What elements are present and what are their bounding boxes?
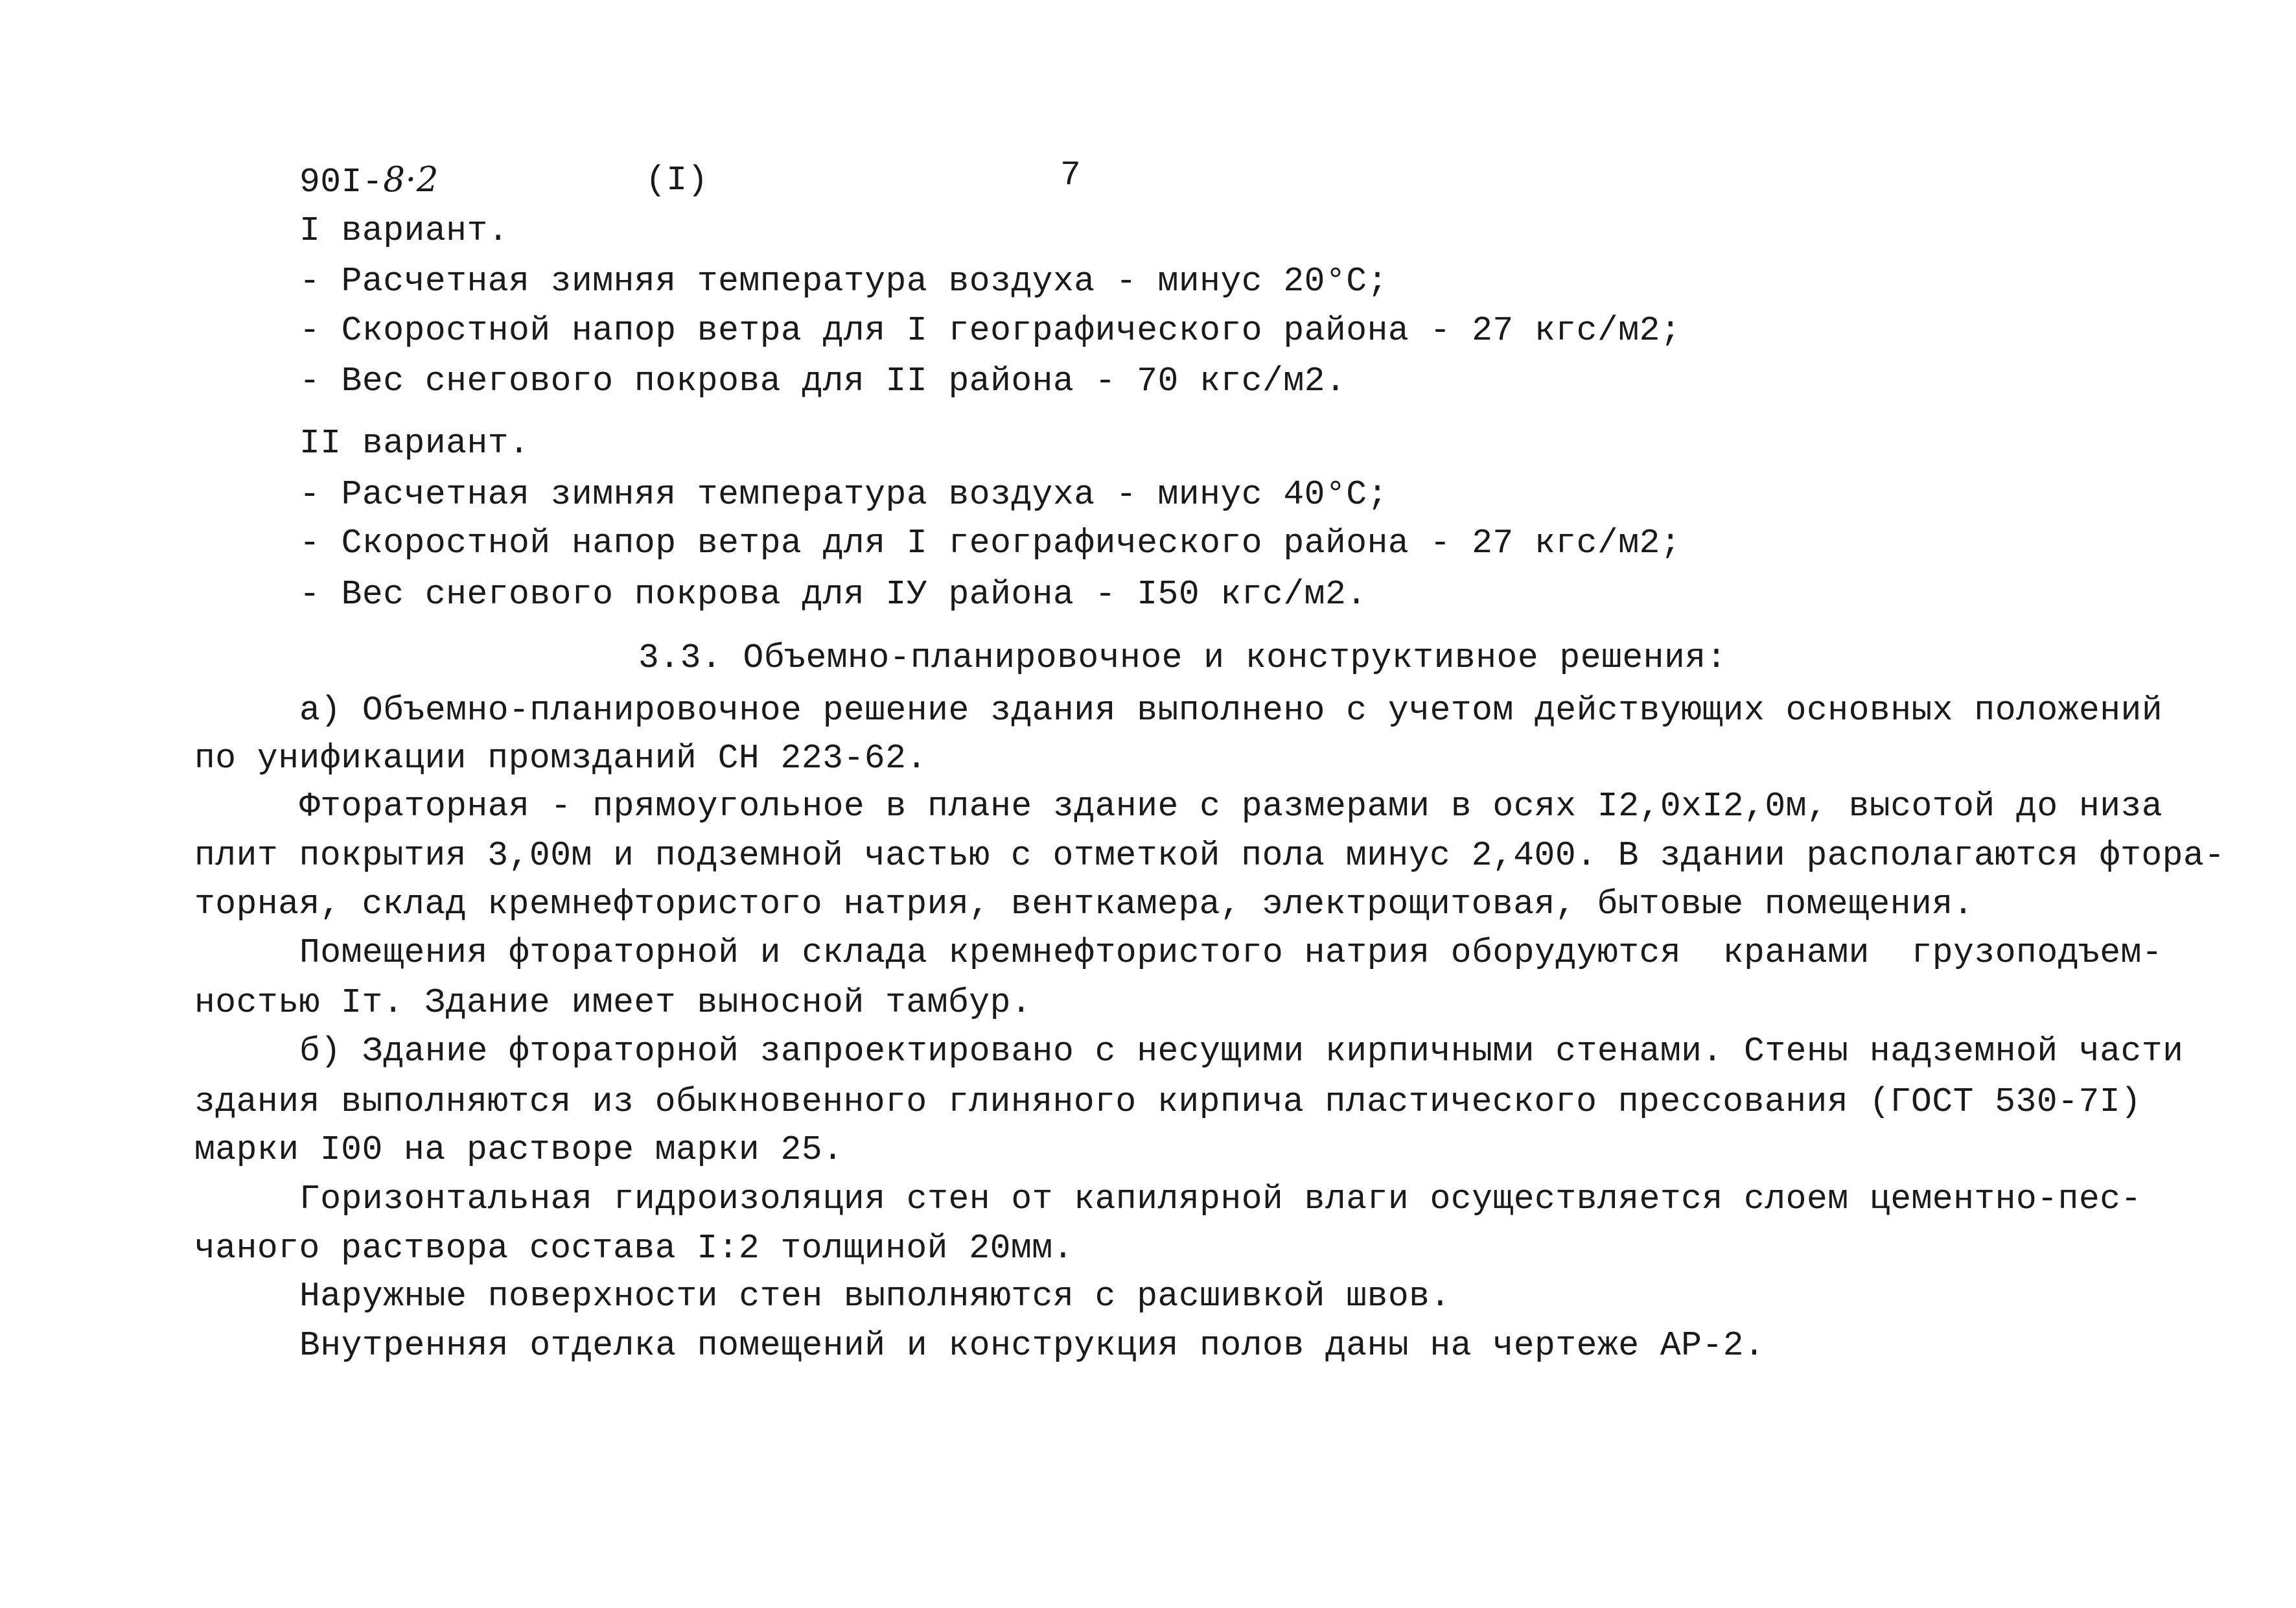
page-number: 7 (1060, 156, 1082, 194)
section-heading: 3.3. Объемно-планировочное и конструктивное решения: (638, 638, 1727, 677)
variant1-item: - Скоростной напор ветра для I географического района - 27 кгс/м2; (299, 311, 1682, 350)
paragraph-line: Внутренняя отделка помещений и конструкция полов даны на чертеже АР-2. (299, 1326, 1765, 1365)
document-code-handwritten: 8·2 (383, 160, 439, 200)
paragraph-line: торная, склад кремнефтористого натрия, венткамера, электрощитовая, бытовые помещения. (194, 885, 1974, 924)
paragraph-line: здания выполняются из обыкновенного глиняного кирпича пластического прессования (ГОСТ 530-7I) (194, 1082, 2142, 1121)
paragraph-line: б) Здание фтораторной запроектировано с несущими кирпичными стенами. Стены надземной части (299, 1032, 2184, 1071)
paragraph-line: а) Объемно-планировочное решение здания выполнено с учетом действующих основных положений (299, 691, 2163, 730)
paragraph-line: ностью Iт. Здание имеет выносной тамбур. (194, 983, 1032, 1022)
paragraph-line: плит покрытия 3,00м и подземной частью с отметкой пола минус 2,400. В здании располагаются фтора- (194, 836, 2225, 875)
document-code (299, 161, 439, 202)
variant2-item: - Расчетная зимняя температура воздуха - минус 40°С; (299, 475, 1388, 514)
document-part: (I) (645, 161, 708, 200)
document-code-prefix: 90I- (299, 163, 384, 202)
paragraph-line: марки I00 на растворе марки 25. (194, 1130, 844, 1169)
paragraph-line: Помещения фтораторной и склада кремнефтористого натрия оборудуются кранами грузоподъем- (299, 933, 2163, 972)
paragraph-line: Наружные поверхности стен выполняются с расшивкой швов. (299, 1277, 1451, 1316)
paragraph-line: по унификации промзданий СН 223-62. (194, 739, 927, 778)
variant1-item: - Вес снегового покрова для II района - 70 кгс/м2. (299, 362, 1347, 401)
variant2-item: - Вес снегового покрова для IУ района - I50 кгс/м2. (299, 575, 1367, 614)
paragraph-line: чаного раствора состава I:2 толщиной 20мм. (194, 1229, 1074, 1268)
paragraph-line: Фтораторная - прямоугольное в плане здание с размерами в осях I2,0хI2,0м, высотой до низа (299, 787, 2163, 826)
variant1-title: I вариант. (299, 211, 509, 250)
variant1-item: - Расчетная зимняя температура воздуха - минус 20°С; (299, 262, 1388, 301)
paragraph-line: Горизонтальная гидроизоляция стен от капилярной влаги осуществляется слоем цементно-пес- (299, 1180, 2142, 1218)
variant2-title: II вариант. (299, 424, 530, 463)
variant2-item: - Скоростной напор ветра для I географического района - 27 кгс/м2; (299, 524, 1682, 563)
